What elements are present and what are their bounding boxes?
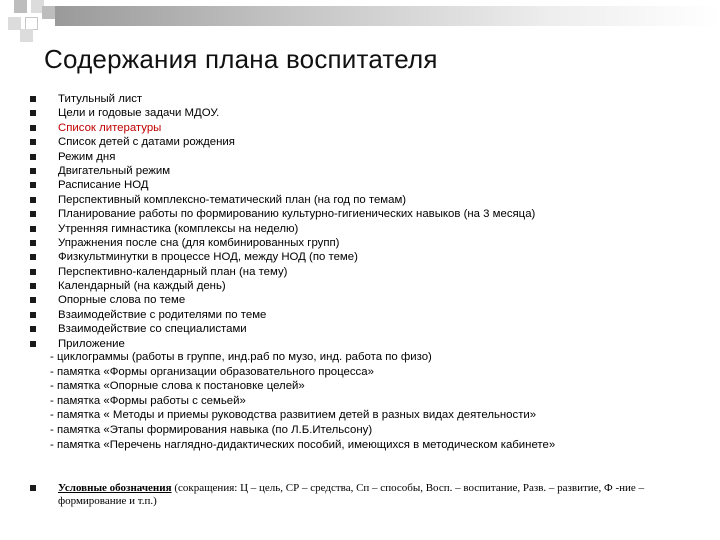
list-item-text: Утренняя гимнастика (комплексы на неделю): [58, 222, 299, 235]
list-item-text: Список детей с датами рождения: [58, 136, 235, 149]
list-item: [30, 207, 700, 221]
deco-square: [14, 0, 27, 13]
list-item-text: Календарный (на каждый день): [58, 280, 226, 293]
header-gradient-bar: [55, 6, 720, 26]
bullet-icon: [30, 154, 36, 160]
list-item: [30, 293, 700, 307]
list-item: [30, 322, 700, 336]
list-item: [30, 308, 700, 322]
list-item-text: Приложение: [58, 337, 125, 350]
list-item: [30, 135, 700, 149]
list-item: [30, 222, 700, 236]
bullet-icon: [30, 125, 36, 131]
bullet-icon: [30, 211, 36, 217]
plan-contents-list: [30, 92, 700, 351]
sublist-item: - памятка «Опорные слова к постановке целей»: [50, 380, 305, 393]
list-item-text: Физкультминутки в процессе НОД, между НОД (по теме): [58, 251, 358, 264]
list-item-text: Взаимодействие с родителями по теме: [58, 308, 267, 321]
legend-note: [30, 482, 708, 508]
bullet-icon: [30, 312, 36, 318]
bullet-icon: [30, 326, 36, 332]
bullet-icon: [30, 485, 36, 491]
list-item-text: Планирование работы по формированию культурно-гигиенических навыков (на 3 месяца): [58, 208, 536, 221]
list-item: [30, 150, 700, 164]
bullet-icon: [30, 182, 36, 188]
bullet-icon: [30, 269, 36, 275]
bullet-icon: [30, 96, 36, 102]
sublist-item: - памятка «Перечень наглядно-дидактических пособий, имеющихся в методическом кабинете»: [50, 438, 556, 451]
list-item: [30, 178, 700, 192]
list-item: [30, 164, 700, 178]
legend-text: (сокращения: Ц – цель, СР – средства, Сп – способы, Восп. – воспитание, Разв. – развитие, Ф -ние – формирование и т.п.): [58, 482, 645, 507]
list-item: [30, 92, 700, 106]
bullet-icon: [30, 283, 36, 289]
list-item: [30, 337, 700, 351]
list-item-text: Взаимодействие со специалистами: [58, 323, 247, 336]
appendix-sublist: [50, 350, 700, 452]
sublist-item: - циклограммы (работы в группе, инд.раб по музо, инд. работа по физо): [50, 351, 432, 363]
sublist-item: - памятка «Формы организации образовательного процесса»: [50, 365, 374, 378]
deco-square: [20, 29, 33, 42]
list-item-text: Упражнения после сна (для комбинированных групп): [58, 236, 340, 249]
list-item-text: Режим дня: [58, 150, 116, 163]
list-item: [30, 236, 700, 250]
sublist-item: - памятка « Методы и приемы руководства развитием детей в разных видах деятельности»: [50, 409, 537, 422]
bullet-icon: [30, 139, 36, 145]
bullet-icon: [30, 254, 36, 260]
decorative-header: [0, 0, 720, 45]
bullet-icon: [30, 341, 36, 347]
list-item: [30, 250, 700, 264]
list-item: [30, 279, 700, 293]
bullet-icon: [30, 226, 36, 232]
sublist-item: - памятка «Формы работы с семьей»: [50, 394, 246, 407]
deco-square: [42, 6, 55, 19]
list-item: [30, 106, 700, 120]
list-item-text: Перспективно-календарный план (на тему): [58, 265, 288, 278]
sublist-item: - памятка «Этапы формирования навыка (по Л.Б.Ительсону): [50, 423, 373, 436]
list-item-text: Список литературы: [58, 121, 162, 134]
bullet-icon: [30, 197, 36, 203]
bullet-icon: [30, 240, 36, 246]
list-item: [30, 193, 700, 207]
bullet-icon: [30, 110, 36, 116]
list-item-text: Опорные слова по теме: [58, 294, 186, 307]
list-item: [30, 265, 700, 279]
legend-label: Условные обозначения: [58, 482, 172, 494]
bullet-icon: [30, 297, 36, 303]
list-item-text: Титульный лист: [58, 93, 143, 105]
list-item-text: Двигательный режим: [58, 164, 171, 177]
slide-title: Содержания плана воспитателя: [44, 44, 438, 74]
bullet-icon: [30, 168, 36, 174]
list-item-text: Расписание НОД: [58, 179, 149, 192]
list-item: [30, 121, 700, 135]
list-item-text: Цели и годовые задачи МДОУ.: [58, 107, 220, 120]
list-item-text: Перспективный комплексно-тематический план (на год по темам): [58, 193, 407, 206]
